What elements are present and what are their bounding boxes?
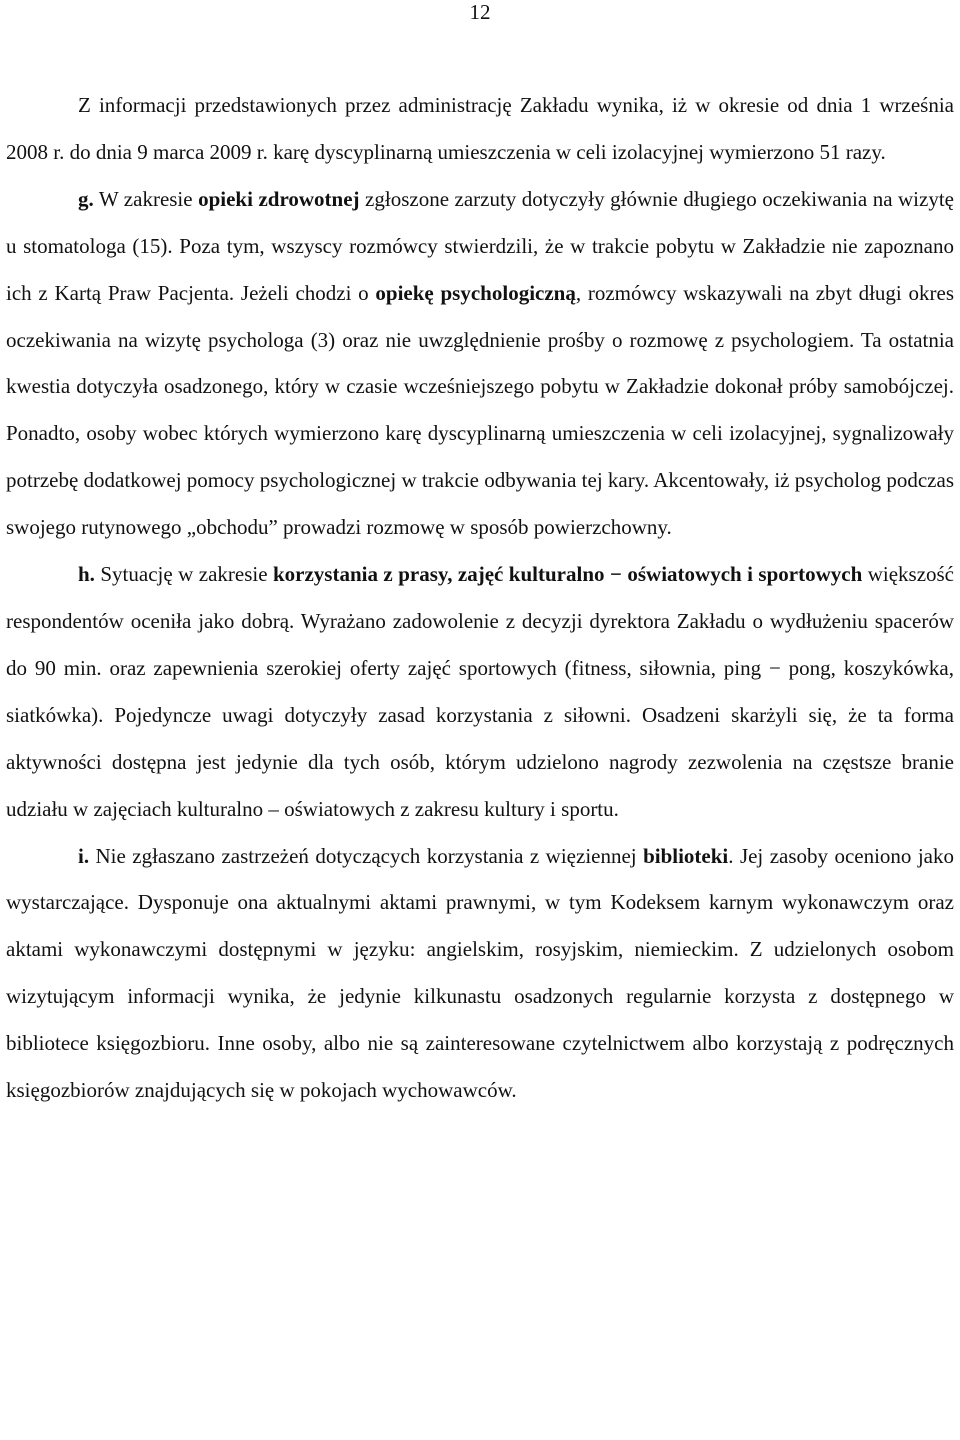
section-g-heading-psych: opiekę psychologiczną (375, 280, 576, 305)
section-g-text-1: W zakresie (93, 186, 199, 211)
section-g-paragraph (6, 176, 954, 551)
paragraph-discipline: Z informacji przedstawionych przez administrację Zakładu wynika, iż w okresie od dnia 1 września 2008 r. do dnia 9 marca 2009 r. karę dyscyplinarną umieszczenia w celi izolacyjnej wymierzono 51 razy. (6, 93, 954, 164)
section-h-text-2: większość respondentów oceniła jako dobrą. Wyrażano zadowolenie z decyzji dyrektora Zakładu o wydłużeniu spacerów do 90 min. oraz zapewnienia szerokiej oferty zajęć sportowych (fitness, siłownia, ping − pong, koszykówka, siatkówka). Pojedyncze uwagi dotyczyły zasad korzystania z siłowni. Osadzeni skarżyli się, że ta forma aktywności dostępna jest jedynie dla tych osób, którym udzielono nagrody zezwolenia na częstsze branie udziału w zajęciach kulturalno – oświatowych z zakresu kultury i sportu. (6, 562, 955, 821)
section-i-text-2: . Jej zasoby oceniono jako wystarczające. Dysponuje ona aktualnymi aktami prawnymi, w tym Kodeksem karnym wykonawczym oraz aktami wykonawczymi dostępnymi w języku: angielskim, rosyjskim, niemieckim. Z udzielonych osobom wizytującym informacji wynika, że jedynie kilkunastu osadzonych regularnie korzysta z dostępnego w bibliotece księgozbioru. Inne osoby, albo nie są zainteresowane czytelnictwem albo korzystają z podręcznych księgozbiorów znajdujących się w pokojach wychowawców. (6, 843, 954, 1103)
section-i-heading: biblioteki (643, 843, 729, 868)
section-i-letter: i. (78, 843, 90, 868)
page-number: 12 (469, 0, 491, 24)
section-h-paragraph (6, 551, 954, 832)
document-body (6, 82, 954, 1114)
section-g-text-3: , rozmówcy wskazywali na zbyt długi okres oczekiwania na wizytę psychologa (3) oraz nie uwzględnienie prośby o rozmowę z psychologiem. Ta ostatnia kwestia dotyczyła osadzonego, który w czasie wcześniejszego pobytu w Zakładzie dokonał próby samobójczej. Ponadto, osoby wobec których wymierzono karę dyscyplinarną umieszczenia w celi izolacyjnej, sygnalizowały potrzebę dodatkowej pomocy psychologicznej w trakcie odbywania tej kary. Akcentowały, iż psycholog podczas swojego rutynowego „obchodu” prowadzi rozmowę w sposób powierzchowny. (6, 280, 954, 540)
section-g-letter: g. (78, 186, 94, 211)
section-g-text-2: zgłoszone zarzuty dotyczyły głównie długiego oczekiwania na wizytę u stomatologa (15). Poza tym, wszyscy rozmówcy stwierdzili, że w trakcie pobytu w Zakładzie nie zapoznano ich z Kartą Praw Pacjenta. Jeżeli chodzi o (6, 186, 954, 305)
section-g-heading-health: opieki zdrowotnej (198, 186, 360, 211)
section-h-heading: korzystania z prasy, zajęć kulturalno − oświatowych i sportowych (272, 562, 863, 587)
section-h-letter: h. (78, 562, 95, 587)
section-i-text-1: Nie zgłaszano zastrzeżeń dotyczących korzystania z więziennej (89, 843, 644, 868)
section-h-text-1: Sytuację w zakresie (94, 562, 273, 587)
section-i-paragraph (6, 833, 954, 1114)
